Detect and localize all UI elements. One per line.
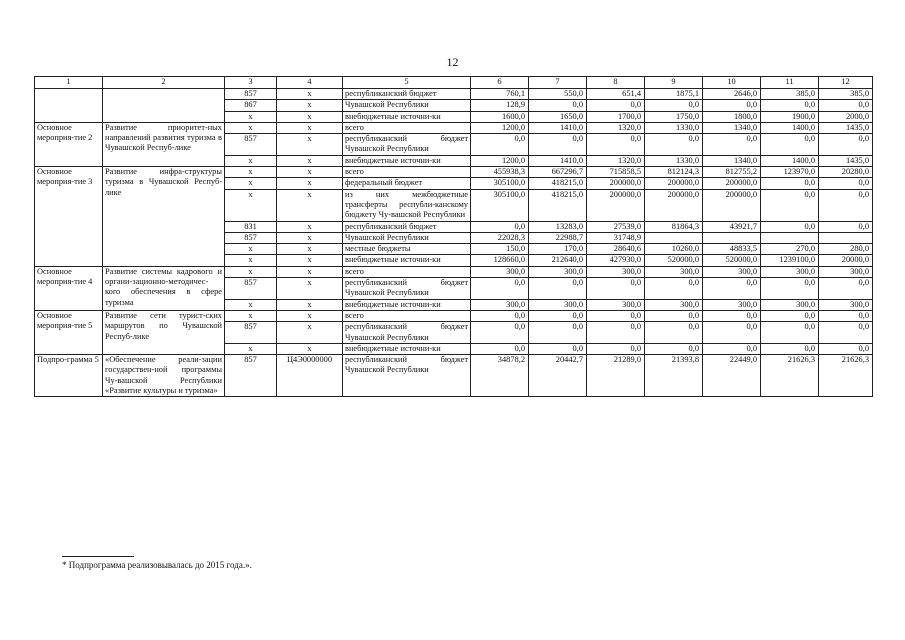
amount-cell: 81864,3 [645,221,703,232]
amount-cell: 20000,0 [819,255,873,266]
amount-cell: 300,0 [529,299,587,310]
column-header: 10 [703,77,761,89]
grbs-code-cell: 857 [225,355,277,397]
amount-cell: 34878,2 [471,355,529,397]
table-row [35,266,873,277]
event-description-cell: Развитие системы кадрового и органи-зационно-методичес-кого обеспечения в сфере туризма [103,266,225,310]
amount-cell: 0,0 [819,100,873,111]
amount-cell: 0,0 [529,343,587,354]
amount-cell: 0,0 [761,189,819,221]
amount-cell: 1340,0 [703,155,761,166]
column-header: 9 [645,77,703,89]
amount-cell [703,232,761,243]
amount-cell: 10260,0 [645,244,703,255]
amount-cell: 1600,0 [471,111,529,122]
target-article-cell: x [277,111,343,122]
table-header-row [35,77,873,89]
target-article-cell: x [277,155,343,166]
amount-cell: 270,0 [761,244,819,255]
funding-source-cell: федеральный бюджет [343,178,471,189]
amount-cell: 31748,9 [587,232,645,243]
amount-cell: 0,0 [819,134,873,156]
amount-cell: 0,0 [819,178,873,189]
event-name-cell: Подпро-грамма 5 [35,355,103,397]
amount-cell: 300,0 [587,266,645,277]
amount-cell: 200000,0 [587,178,645,189]
amount-cell: 0,0 [703,134,761,156]
grbs-code-cell: x [225,255,277,266]
amount-cell: 0,0 [645,343,703,354]
event-name-cell: Основное мероприя-тие 5 [35,310,103,354]
grbs-code-cell: x [225,299,277,310]
amount-cell: 300,0 [471,266,529,277]
amount-cell: 300,0 [819,299,873,310]
amount-cell: 300,0 [761,266,819,277]
event-description-cell: Развитие приоритет-ных направлений развития туризма в Чувашской Респуб-лике [103,122,225,166]
event-description-cell [103,89,225,123]
amount-cell: 212640,0 [529,255,587,266]
amount-cell: 812755,2 [703,167,761,178]
funding-source-cell: республиканский бюджет [343,89,471,100]
amount-cell: 20442,7 [529,355,587,397]
amount-cell: 1410,0 [529,122,587,133]
amount-cell: 20280,0 [819,167,873,178]
column-header: 5 [343,77,471,89]
amount-cell: 0,0 [761,178,819,189]
amount-cell: 22988,7 [529,232,587,243]
amount-cell: 0,0 [587,100,645,111]
amount-cell: 123970,0 [761,167,819,178]
amount-cell: 1875,1 [645,89,703,100]
amount-cell: 1330,0 [645,155,703,166]
amount-cell: 21289,0 [587,355,645,397]
funding-source-cell: республиканский бюджет Чувашской Республики [343,278,471,300]
amount-cell: 1900,0 [761,111,819,122]
amount-cell: 1650,0 [529,111,587,122]
funding-source-cell: из них межбюджетные трансферты республи-канскому бюджету Чу-вашской Республики [343,189,471,221]
amount-cell [761,232,819,243]
target-article-cell: x [277,122,343,133]
amount-cell: 1700,0 [587,111,645,122]
amount-cell: 0,0 [587,134,645,156]
target-article-cell: x [277,89,343,100]
target-article-cell: x [277,322,343,344]
funding-source-cell: внебюджетные источни-ки [343,299,471,310]
amount-cell: 385,0 [819,89,873,100]
grbs-code-cell: 857 [225,278,277,300]
amount-cell: 28640,6 [587,244,645,255]
amount-cell: 0,0 [819,310,873,321]
grbs-code-cell: x [225,244,277,255]
amount-cell: 520000,0 [703,255,761,266]
grbs-code-cell: x [225,122,277,133]
column-header: 8 [587,77,645,89]
amount-cell: 300,0 [645,299,703,310]
amount-cell: 300,0 [529,266,587,277]
amount-cell: 0,0 [529,278,587,300]
budget-table [34,76,873,397]
amount-cell: 0,0 [529,310,587,321]
amount-cell: 0,0 [587,310,645,321]
amount-cell: 1400,0 [761,155,819,166]
amount-cell: 0,0 [761,322,819,344]
amount-cell: 0,0 [471,310,529,321]
funding-source-cell: республиканский бюджет Чувашской Республики [343,322,471,344]
amount-cell: 300,0 [471,299,529,310]
amount-cell: 300,0 [703,299,761,310]
amount-cell: 0,0 [761,134,819,156]
amount-cell: 651,4 [587,89,645,100]
target-article-cell: x [277,244,343,255]
grbs-code-cell: x [225,310,277,321]
amount-cell: 0,0 [703,100,761,111]
event-description-cell: Развитие сети турист-ских маршрутов по Чувашской Респуб-лике [103,310,225,354]
amount-cell: 0,0 [819,322,873,344]
column-header: 3 [225,77,277,89]
grbs-code-cell: x [225,178,277,189]
table-row [35,310,873,321]
amount-cell: 1340,0 [703,122,761,133]
amount-cell: 1400,0 [761,122,819,133]
amount-cell: 385,0 [761,89,819,100]
column-header: 1 [35,77,103,89]
amount-cell: 0,0 [645,134,703,156]
amount-cell: 0,0 [471,134,529,156]
amount-cell [819,232,873,243]
amount-cell: 1320,0 [587,155,645,166]
amount-cell: 1750,0 [645,111,703,122]
amount-cell: 22028,3 [471,232,529,243]
grbs-code-cell: x [225,343,277,354]
target-article-cell: x [277,100,343,111]
grbs-code-cell: x [225,167,277,178]
footnote: * Подпрограмма реализовывалась до 2015 года.». [62,560,252,570]
column-header: 11 [761,77,819,89]
funding-source-cell: местные бюджеты [343,244,471,255]
amount-cell: 0,0 [761,221,819,232]
amount-cell: 667296,7 [529,167,587,178]
target-article-cell: x [277,266,343,277]
funding-source-cell: республиканский бюджет [343,221,471,232]
target-article-cell: x [277,310,343,321]
funding-source-cell: внебюджетные источни-ки [343,255,471,266]
target-article-cell: x [277,255,343,266]
table-row [35,89,873,100]
grbs-code-cell: 831 [225,221,277,232]
target-article-cell: x [277,343,343,354]
amount-cell: 550,0 [529,89,587,100]
target-article-cell: x [277,221,343,232]
amount-cell: 0,0 [471,221,529,232]
amount-cell: 0,0 [529,322,587,344]
amount-cell: 418215,0 [529,189,587,221]
amount-cell: 305100,0 [471,178,529,189]
funding-source-cell: Чувашской Республики [343,232,471,243]
funding-source-cell: внебюджетные источни-ки [343,111,471,122]
target-article-cell: x [277,299,343,310]
grbs-code-cell: x [225,266,277,277]
column-header: 7 [529,77,587,89]
grbs-code-cell: 857 [225,134,277,156]
amount-cell: 21626,3 [819,355,873,397]
amount-cell: 0,0 [529,100,587,111]
funding-source-cell: всего [343,310,471,321]
amount-cell: 0,0 [703,278,761,300]
amount-cell: 1320,0 [587,122,645,133]
amount-cell: 0,0 [761,343,819,354]
amount-cell: 0,0 [645,278,703,300]
amount-cell: 0,0 [587,322,645,344]
amount-cell: 1200,0 [471,122,529,133]
event-name-cell [35,89,103,123]
amount-cell: 0,0 [471,322,529,344]
amount-cell: 0,0 [819,278,873,300]
amount-cell: 300,0 [645,266,703,277]
event-description-cell: Развитие инфра-структуры туризма в Чувашской Респуб-лике [103,167,225,267]
target-article-cell: x [277,232,343,243]
amount-cell: 0,0 [819,189,873,221]
amount-cell: 0,0 [761,310,819,321]
amount-cell: 1200,0 [471,155,529,166]
funding-source-cell: Чувашской Республики [343,100,471,111]
target-article-cell: x [277,134,343,156]
amount-cell: 0,0 [819,221,873,232]
amount-cell: 0,0 [529,134,587,156]
event-name-cell: Основное мероприя-тие 4 [35,266,103,310]
amount-cell: 715858,5 [587,167,645,178]
amount-cell: 200000,0 [703,178,761,189]
column-header: 2 [103,77,225,89]
target-article-cell: Ц4Э0000000 [277,355,343,397]
amount-cell: 0,0 [703,322,761,344]
funding-source-cell: республиканский бюджет Чувашской Республики [343,134,471,156]
funding-source-cell: всего [343,167,471,178]
event-name-cell: Основное мероприя-тие 3 [35,167,103,267]
amount-cell: 0,0 [471,278,529,300]
table-row [35,355,873,397]
amount-cell: 427930,0 [587,255,645,266]
grbs-code-cell: x [225,111,277,122]
amount-cell: 0,0 [645,322,703,344]
column-header: 12 [819,77,873,89]
amount-cell: 1435,0 [819,155,873,166]
funding-source-cell: внебюджетные источни-ки [343,343,471,354]
table-row [35,122,873,133]
amount-cell: 21393,8 [645,355,703,397]
table-row [35,167,873,178]
amount-cell: 21626,3 [761,355,819,397]
amount-cell: 520000,0 [645,255,703,266]
amount-cell: 27539,0 [587,221,645,232]
amount-cell: 0,0 [761,278,819,300]
amount-cell: 200000,0 [645,189,703,221]
target-article-cell: x [277,189,343,221]
amount-cell: 1435,0 [819,122,873,133]
amount-cell: 200000,0 [587,189,645,221]
amount-cell: 0,0 [645,100,703,111]
amount-cell: 300,0 [703,266,761,277]
amount-cell: 200000,0 [703,189,761,221]
amount-cell: 305100,0 [471,189,529,221]
funding-source-cell: внебюджетные источни-ки [343,155,471,166]
grbs-code-cell: x [225,155,277,166]
amount-cell: 760,1 [471,89,529,100]
grbs-code-cell: 867 [225,100,277,111]
funding-source-cell: всего [343,122,471,133]
amount-cell: 1800,0 [703,111,761,122]
amount-cell: 0,0 [703,343,761,354]
amount-cell: 0,0 [761,100,819,111]
footnote-divider [62,556,134,557]
amount-cell: 128,9 [471,100,529,111]
event-name-cell: Основное мероприя-тие 2 [35,122,103,166]
amount-cell: 280,0 [819,244,873,255]
amount-cell: 22449,0 [703,355,761,397]
amount-cell [645,232,703,243]
funding-source-cell: республиканский бюджет Чувашской Республики [343,355,471,397]
amount-cell: 2000,0 [819,111,873,122]
column-header: 4 [277,77,343,89]
amount-cell: 1330,0 [645,122,703,133]
amount-cell: 300,0 [587,299,645,310]
column-header: 6 [471,77,529,89]
amount-cell: 0,0 [587,343,645,354]
amount-cell: 455938,3 [471,167,529,178]
amount-cell: 200000,0 [645,178,703,189]
target-article-cell: x [277,178,343,189]
amount-cell: 2646,0 [703,89,761,100]
funding-source-cell: всего [343,266,471,277]
amount-cell: 300,0 [761,299,819,310]
page-number: 12 [446,55,459,69]
event-description-cell: «Обеспечение реали-зации государствен-ной программы Чу-вашской Республики «Развитие культуры и туризма» [103,355,225,397]
amount-cell: 0,0 [645,310,703,321]
target-article-cell: x [277,167,343,178]
amount-cell: 0,0 [819,343,873,354]
amount-cell: 128660,0 [471,255,529,266]
amount-cell: 150,0 [471,244,529,255]
amount-cell: 418215,0 [529,178,587,189]
target-article-cell: x [277,278,343,300]
amount-cell: 48833,5 [703,244,761,255]
amount-cell: 0,0 [471,343,529,354]
amount-cell: 812124,3 [645,167,703,178]
amount-cell: 13283,0 [529,221,587,232]
amount-cell: 300,0 [819,266,873,277]
amount-cell: 1410,0 [529,155,587,166]
grbs-code-cell: 857 [225,89,277,100]
amount-cell: 1239100,0 [761,255,819,266]
amount-cell: 43921,7 [703,221,761,232]
grbs-code-cell: 857 [225,232,277,243]
amount-cell: 170,0 [529,244,587,255]
grbs-code-cell: x [225,189,277,221]
grbs-code-cell: 857 [225,322,277,344]
amount-cell: 0,0 [703,310,761,321]
amount-cell: 0,0 [587,278,645,300]
